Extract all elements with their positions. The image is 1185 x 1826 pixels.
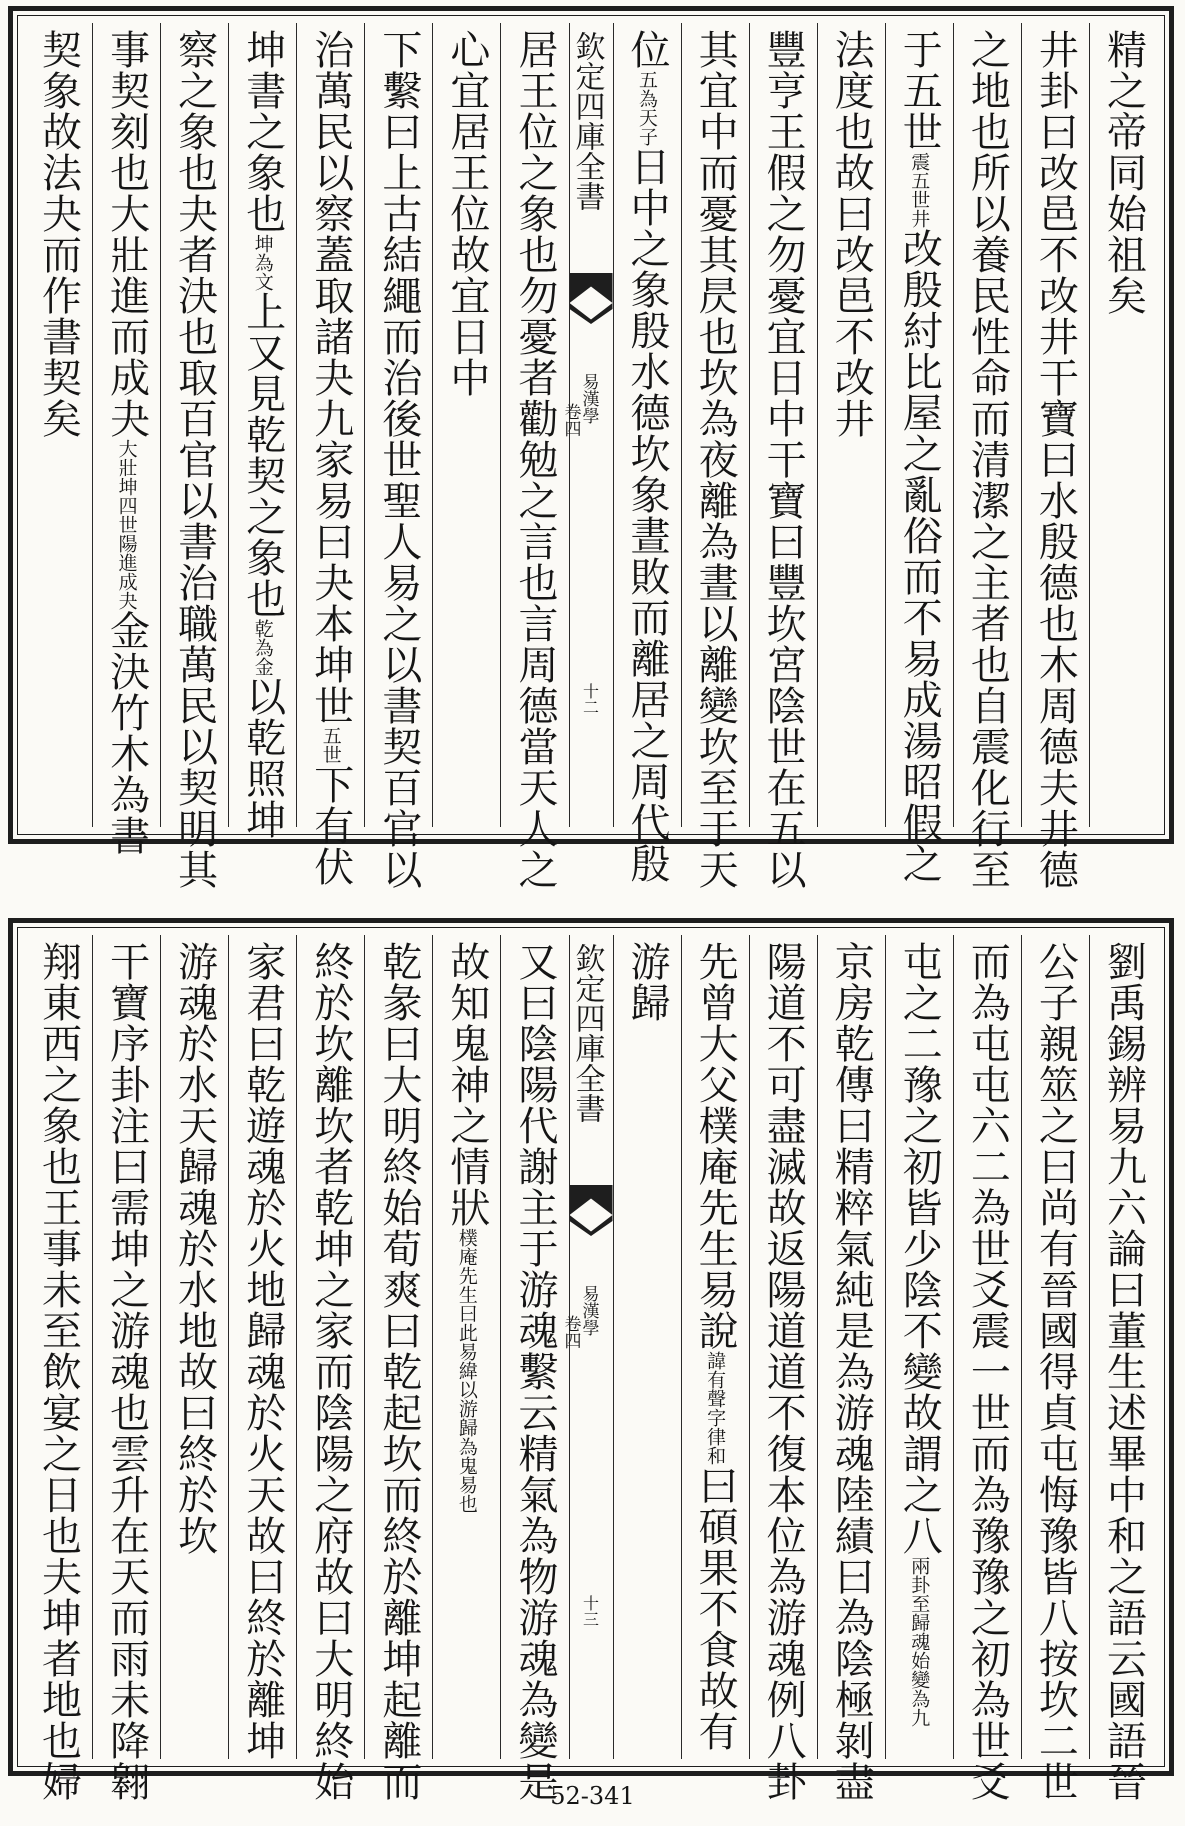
- annotation-note: 乾為金: [251, 619, 274, 676]
- column-text: [624, 941, 671, 1759]
- volume-label: 卷四: [560, 403, 581, 437]
- main-text: 豐亨王假之勿憂宜日中干寶曰豐坎宮陰世在五以: [760, 29, 807, 890]
- column-text: [35, 941, 82, 1802]
- main-text: 曰碩果不食故有: [692, 1465, 739, 1752]
- main-text: 屯之二豫之初皆少陰不變故謂之八: [896, 941, 943, 1556]
- main-text: 改殷紂比屋之亂俗而不易成湯昭假之: [896, 228, 943, 884]
- main-text: 公子親筮之曰尚有晉國得貞屯悔豫皆八按坎二世: [1032, 941, 1079, 1802]
- column-text: [511, 29, 558, 890]
- main-text: 日中之象殷水德坎象晝敗而離居之周代殷: [624, 146, 671, 884]
- text-column: [749, 23, 817, 890]
- main-text: 又曰陰陽代謝主于游魂繫云精氣為物游魂為變是: [511, 941, 558, 1802]
- text-column: [1021, 23, 1089, 890]
- column-text: [375, 941, 422, 1802]
- page-number: 52-341: [550, 1782, 635, 1810]
- column-text: [760, 29, 807, 890]
- main-text: 陽道不可盡滅故返陽道道不復本位為游魂例八卦: [760, 941, 807, 1802]
- main-text: 坤書之象也: [239, 29, 286, 234]
- column-text: [171, 29, 218, 890]
- column-text: [443, 29, 490, 827]
- column-text: [760, 941, 807, 1802]
- main-text: 終於坎離坎者乾坤之家而陰陽之府故曰大明終始: [307, 941, 354, 1802]
- column-text: [103, 29, 150, 856]
- text-column: [885, 23, 953, 884]
- column-text: [964, 941, 1011, 1802]
- section-name: 易漢學: [578, 373, 599, 424]
- main-text: 居王位之象也勿憂者勸勉之言也言周德當天人之: [511, 29, 558, 890]
- book-title: 欽定四庫全書: [569, 943, 605, 1123]
- text-column: [296, 23, 364, 887]
- fish-tail-ornament: [570, 1185, 613, 1215]
- text-column: [364, 935, 432, 1802]
- column-text: [307, 941, 354, 1802]
- column-text: [1032, 941, 1079, 1802]
- text-column: [817, 935, 885, 1802]
- text-column: [228, 935, 296, 1759]
- column-text: [964, 29, 1011, 890]
- column-text: [692, 941, 739, 1759]
- column-text: [171, 941, 218, 1759]
- column-text: [828, 29, 875, 827]
- fish-tail-ornament-lower: [570, 303, 613, 333]
- center-fold-banner: [560, 935, 613, 1759]
- text-column: [681, 935, 749, 1759]
- main-text: 以乾照坤: [239, 676, 286, 840]
- main-text: 干寶序卦注曰需坤之游魂也雲升在天而雨未降翱: [103, 941, 150, 1802]
- text-column: [749, 935, 817, 1802]
- annotation-note: 震五世井: [908, 152, 931, 228]
- column-text: [692, 29, 739, 890]
- column-text: [896, 29, 943, 884]
- main-text: 乾彖曰大明終始荀爽曰乾起坎而終於離坤起離而: [375, 941, 422, 1802]
- annotation-note: 大壯坤四世陽進成夬: [115, 439, 138, 610]
- main-text: 察之象也夬者決也取百官以書治職萬民以契明其: [171, 29, 218, 890]
- main-text: 游歸: [624, 941, 671, 1023]
- main-text: 治萬民以察蓋取諸夬九家易曰夬本坤世: [307, 29, 354, 726]
- main-text: 劉禹錫辨易九六論曰董生述畢中和之語云國語晉: [1100, 941, 1147, 1802]
- text-column: [25, 935, 92, 1802]
- main-text: 心宜居王位故宜日中: [443, 29, 490, 398]
- column-text: [239, 941, 286, 1761]
- column-text: [307, 29, 354, 887]
- fish-tail-ornament-lower: [570, 1215, 613, 1245]
- section-name: 易漢學: [578, 1285, 599, 1336]
- main-text: 上又見乾契之象也: [239, 291, 286, 619]
- column-text: [239, 29, 286, 840]
- main-text: 其宜中而憂其昃也坎為夜離為晝以離變坎至于天: [692, 29, 739, 890]
- main-text: 契象故法夬而作書契矣: [35, 29, 82, 439]
- text-column: [1089, 935, 1157, 1802]
- main-text: 翔東西之象也王事未至飲宴之日也夫坤者地也婦: [35, 941, 82, 1802]
- column-text: [35, 29, 82, 827]
- main-text: 井卦曰改邑不改井干寶曰水殷德也木周德夫井德: [1032, 29, 1079, 890]
- annotation-note: 樸庵先生曰此易緯以游歸為鬼易也: [455, 1228, 478, 1513]
- column-text: [1100, 941, 1147, 1802]
- text-column: [500, 23, 568, 890]
- column-text: [828, 941, 875, 1802]
- center-fold-banner: [560, 23, 613, 827]
- text-column: [953, 935, 1021, 1802]
- main-text: 下有伏: [307, 764, 354, 887]
- text-column: [885, 935, 953, 1759]
- annotation-note: 五世: [319, 726, 342, 764]
- main-text: 家君曰乾遊魂於火地歸魂於火天故曰終於離坤: [239, 941, 286, 1761]
- text-column: [364, 23, 432, 890]
- leaf-number: 十三: [580, 1595, 600, 1627]
- page-top: [8, 6, 1174, 890]
- text-column: [953, 23, 1021, 890]
- column-text: [1100, 29, 1147, 827]
- main-text: 事契刻也大壯進而成夬: [103, 29, 150, 439]
- text-column: [500, 935, 568, 1802]
- column-text: [624, 29, 671, 884]
- main-text: 精之帝同始祖矣: [1100, 29, 1147, 316]
- annotation-note: 諱有聲字律和: [704, 1351, 727, 1465]
- main-text: 下繫曰上古結繩而治後世聖人易之以書契百官以: [375, 29, 422, 890]
- book-title: 欽定四庫全書: [569, 31, 605, 211]
- text-column: [25, 23, 92, 827]
- text-column: [681, 23, 749, 890]
- text-column: [92, 23, 160, 856]
- fish-tail-ornament: [570, 273, 613, 303]
- main-text: 之地也所以養民性命而清潔之主者也自震化行至: [964, 29, 1011, 890]
- leaf-number: 十二: [580, 683, 600, 715]
- text-column: [432, 23, 500, 827]
- text-column: [228, 23, 296, 840]
- text-column: [817, 23, 885, 827]
- annotation-note: 坤為文: [251, 234, 274, 291]
- volume-label: 卷四: [560, 1315, 581, 1349]
- text-column: [613, 23, 681, 884]
- main-text: 金決竹木為書: [103, 610, 150, 856]
- text-columns-top: [25, 23, 1157, 890]
- main-text: 故知鬼神之情狀: [443, 941, 490, 1228]
- main-text: 法度也故曰改邑不改井: [828, 29, 875, 439]
- column-text: [375, 29, 422, 890]
- text-column: [160, 935, 228, 1759]
- text-column: [1089, 23, 1157, 827]
- text-column: [160, 23, 228, 890]
- column-text: [443, 941, 490, 1759]
- main-text: 先曾大父樸庵先生易說: [692, 941, 739, 1351]
- column-text: [896, 941, 943, 1759]
- text-column: [432, 935, 500, 1759]
- main-text: 而為屯屯六二為世爻震一世而為豫豫之初為世爻: [964, 941, 1011, 1802]
- column-text: [511, 941, 558, 1802]
- text-column: [296, 935, 364, 1802]
- column-text: [103, 941, 150, 1802]
- main-text: 于五世: [896, 29, 943, 152]
- text-column: [613, 935, 681, 1759]
- main-text: 游魂於水天歸魂於水地故曰終於坎: [171, 941, 218, 1556]
- main-text: 京房乾傳曰精粹氣純是為游魂陸績曰為陰極剝盡: [828, 941, 875, 1802]
- text-column: [1021, 935, 1089, 1802]
- text-column: [92, 935, 160, 1802]
- annotation-note: 兩卦至歸魂始變為九: [908, 1556, 931, 1727]
- column-text: [1032, 29, 1079, 890]
- annotation-note: 五為天子: [636, 70, 659, 146]
- main-text: 位: [624, 29, 671, 70]
